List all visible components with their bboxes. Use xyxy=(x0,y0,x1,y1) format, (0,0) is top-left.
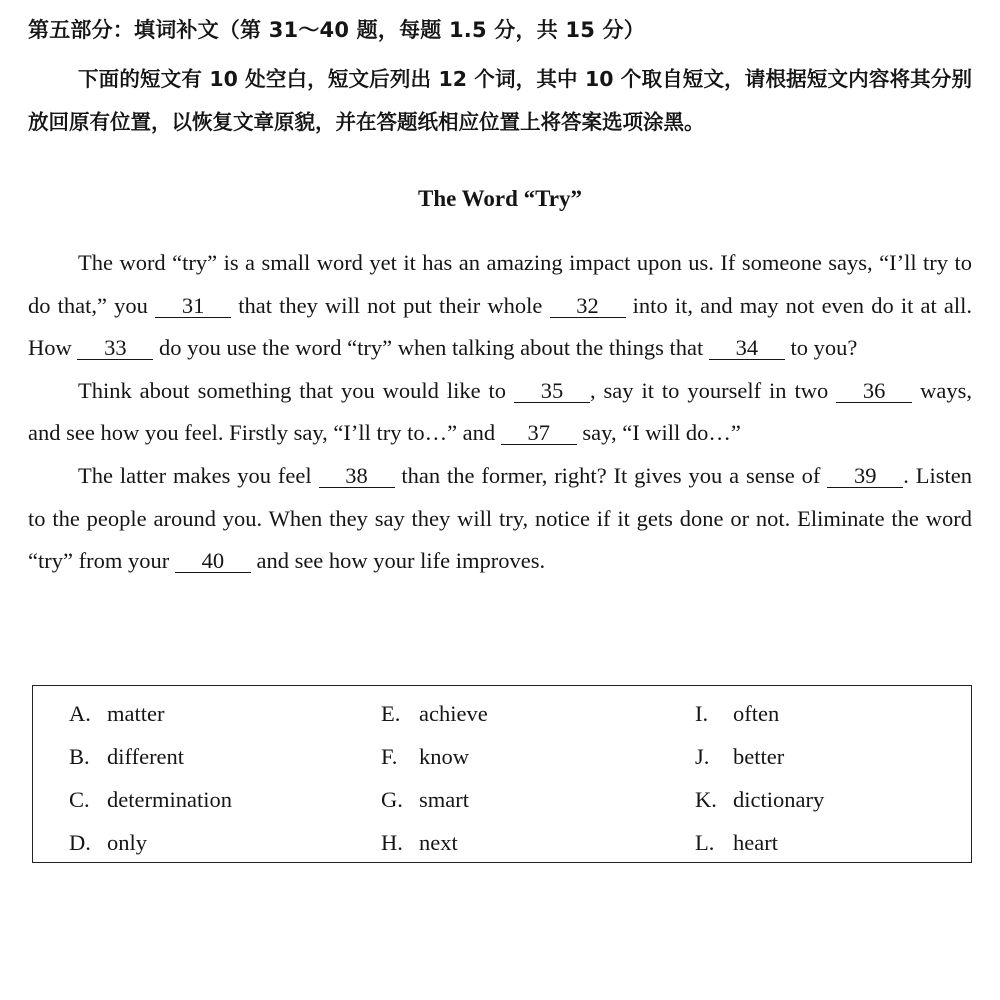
choice-letter: H. xyxy=(381,830,403,855)
passage-text: say, “I will do…” xyxy=(576,420,741,446)
passage-title: The Word “Try” xyxy=(418,186,582,211)
passage-text: ways, and see how you feel. Firstly say, “I’ll try to…” and xyxy=(28,377,972,446)
choice-i xyxy=(695,700,824,743)
choice-j xyxy=(695,743,824,786)
blank-34[interactable]: 34 xyxy=(709,337,785,360)
passage-text: than the former, right? It gives you a sense of xyxy=(394,462,828,488)
choice-word: heart xyxy=(733,830,778,855)
choice-c xyxy=(69,786,232,829)
choice-letter: A. xyxy=(69,701,91,726)
passage xyxy=(28,242,972,583)
passage-text: to you? xyxy=(784,335,858,361)
paragraph-2 xyxy=(28,370,972,455)
choice-e xyxy=(381,700,488,743)
choice-letter: I. xyxy=(695,701,709,726)
choice-letter: J. xyxy=(695,744,710,769)
choice-g xyxy=(381,786,488,829)
choice-letter: D. xyxy=(69,830,91,855)
word-bank-column xyxy=(69,700,232,872)
choice-k xyxy=(695,786,824,829)
choice-a xyxy=(69,700,232,743)
choice-letter: C. xyxy=(69,787,90,812)
choice-word: better xyxy=(733,744,785,769)
word-bank-column xyxy=(381,700,488,872)
section-header: 第五部分：填词补文（第 31～40 题，每题 1.5 分，共 15 分） xyxy=(28,18,645,42)
choice-word: dictionary xyxy=(733,787,825,812)
choice-letter: G. xyxy=(381,787,403,812)
paragraph-3 xyxy=(28,455,972,583)
choice-word: smart xyxy=(419,787,469,812)
passage-text: Think about something that you would like to xyxy=(78,377,514,403)
choice-word: know xyxy=(419,744,469,769)
choice-d xyxy=(69,829,232,872)
blank-37[interactable]: 37 xyxy=(501,422,577,445)
blank-33[interactable]: 33 xyxy=(77,337,153,360)
choice-word: different xyxy=(107,744,185,769)
passage-text: into it, and may not even do it at all. How xyxy=(28,292,973,361)
passage-text: that they will not put their whole xyxy=(231,292,550,318)
blank-38[interactable]: 38 xyxy=(319,465,395,488)
paragraph-1 xyxy=(28,242,972,370)
passage-text: , say it to yourself in two xyxy=(589,377,837,403)
choice-l xyxy=(695,829,824,872)
choice-word: achieve xyxy=(419,701,488,726)
passage-text: . Listen to the people around you. When they say they will try, notice if it gets done or not. Eliminate the word “try” from your xyxy=(28,462,972,574)
blank-31[interactable]: 31 xyxy=(155,295,231,318)
choice-word: matter xyxy=(107,701,165,726)
passage-text: and see how your life improves. xyxy=(250,548,546,574)
choice-letter: E. xyxy=(381,701,401,726)
choice-letter: B. xyxy=(69,744,90,769)
passage-text: The latter makes you feel xyxy=(78,462,319,488)
choice-word: determination xyxy=(107,787,232,812)
choice-letter: K. xyxy=(695,787,717,812)
word-bank-column xyxy=(695,700,824,872)
choice-letter: F. xyxy=(381,744,398,769)
choice-letter: L. xyxy=(695,830,715,855)
choice-word: next xyxy=(419,830,458,855)
blank-32[interactable]: 32 xyxy=(550,295,626,318)
blank-39[interactable]: 39 xyxy=(827,465,903,488)
blank-36[interactable]: 36 xyxy=(836,380,912,403)
choice-b xyxy=(69,743,232,786)
choice-h xyxy=(381,829,488,872)
instructions: 下面的短文有 10 处空白，短文后列出 12 个词，其中 10 个取自短文，请根据短文内容将其分别放回原有位置，以恢复文章原貌，并在答题纸相应位置上将答案选项涂黑。 xyxy=(28,67,972,134)
word-bank-box xyxy=(32,685,972,863)
passage-text: do you use the word “try” when talking about the things that xyxy=(153,335,709,361)
blank-40[interactable]: 40 xyxy=(175,550,251,573)
passage-text: The word “try” is a small word yet it has an amazing impact upon us. If someone says, “I’ll try to do that,” you xyxy=(28,250,972,318)
choice-word: only xyxy=(107,830,148,855)
choice-f xyxy=(381,743,488,786)
choice-word: often xyxy=(733,701,780,726)
blank-35[interactable]: 35 xyxy=(514,380,590,403)
